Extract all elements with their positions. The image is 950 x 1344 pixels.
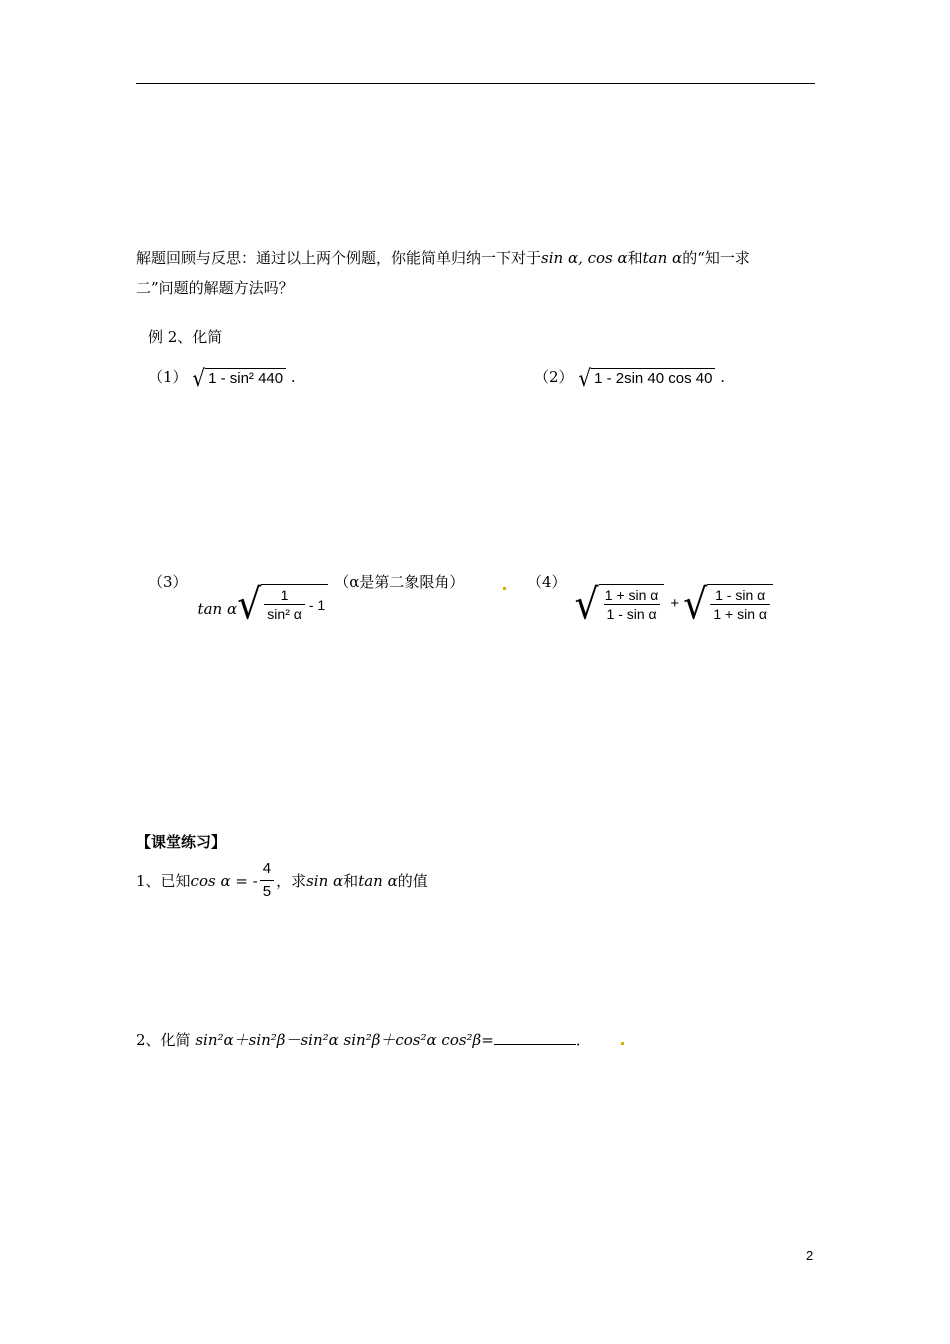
q2-label: （2） [534,368,574,386]
q2-period: . [720,368,726,386]
question-1 [148,363,296,392]
answer-blank[interactable] [494,1030,576,1045]
q4-numerator-2: 1 - sin α [715,587,766,603]
q4-numerator-1: 1 + sin α [604,587,659,603]
practice-heading: 【课堂练习】 [136,833,227,851]
q1-expression: 1 - sin² 440 [205,368,286,389]
q1-label: （1） [148,368,188,386]
q4-label: （4） [527,573,567,591]
sin-cos-expr: sin α, cos α [541,249,628,267]
q3-radical: √ $\frac{1}{\text{sin² α}}$ - 1 [237,584,328,624]
p1-ask: ，求 [276,871,307,890]
q4-denominator-2: 1 + sin α [710,604,770,623]
q3-label: （3） [148,573,188,591]
p1-and: 和 [343,871,359,890]
p1-denominator: 5 [260,880,274,903]
p2-prefix: 2、化简 [136,1031,191,1049]
tan-expr: tan α [642,249,683,267]
question-2 [534,363,726,392]
q2-radical: √ 1 - 2sin 40 cos 40 [578,368,715,389]
question-4 [527,572,773,629]
p2-expression: sin²α＋sin²β－sin²α sin²β＋cos²α cos²β= [195,1031,494,1049]
q3-fraction [264,586,305,623]
reflection-text: 解题回顾与反思：通过以上两个例题，你能简单归纳一下对于 [136,249,542,267]
q3-note: （α是第二象限角） [334,573,465,591]
reflection-line-2: 二”问题的解题方法吗？ [136,279,294,297]
marker-dot [503,587,506,590]
p1-cos: cos α = - [190,871,258,890]
p1-numerator: 4 [262,860,272,877]
p1-sin: sin α [306,871,344,890]
reflection-line-1 [136,248,750,268]
p1-tan: tan α [358,871,398,890]
marker-dot-2 [621,1042,624,1045]
p1-prefix: 1、已知 [136,871,191,890]
q2-expression: 1 - 2sin 40 cos 40 [591,368,715,389]
q3-minus-one: - 1 [308,596,326,613]
practice-1 [136,858,428,903]
q4-denominator-1: 1 - sin α [604,604,660,623]
question-3 [148,572,465,629]
page-number: 2 [806,1248,814,1263]
p2-end: ． [575,1031,591,1049]
q4-radical-1: √ $\frac{\text{1 + sin α}}{\text{1 - sin α}}$ [575,584,665,624]
q4-radical-2: √ $\frac{\text{1 - sin α}}{\text{1 + sin α}}$ [683,584,773,624]
p1-fraction [260,858,274,903]
practice-2 [136,1030,591,1050]
example-2-title: 例 2、化简 [148,328,223,346]
reflection-text-end: 的“知一求 [682,249,750,267]
q1-period: . [290,368,296,386]
q1-radical: √ 1 - sin² 440 [192,368,286,389]
q3-denominator: sin² α [264,604,305,623]
and-text: 和 [627,249,643,267]
header-rule [136,83,815,84]
q3-numerator: 1 [280,587,289,603]
p1-end: 的值 [397,871,428,890]
q3-tan: tan α [197,600,238,618]
q4-plus: + [670,595,680,612]
